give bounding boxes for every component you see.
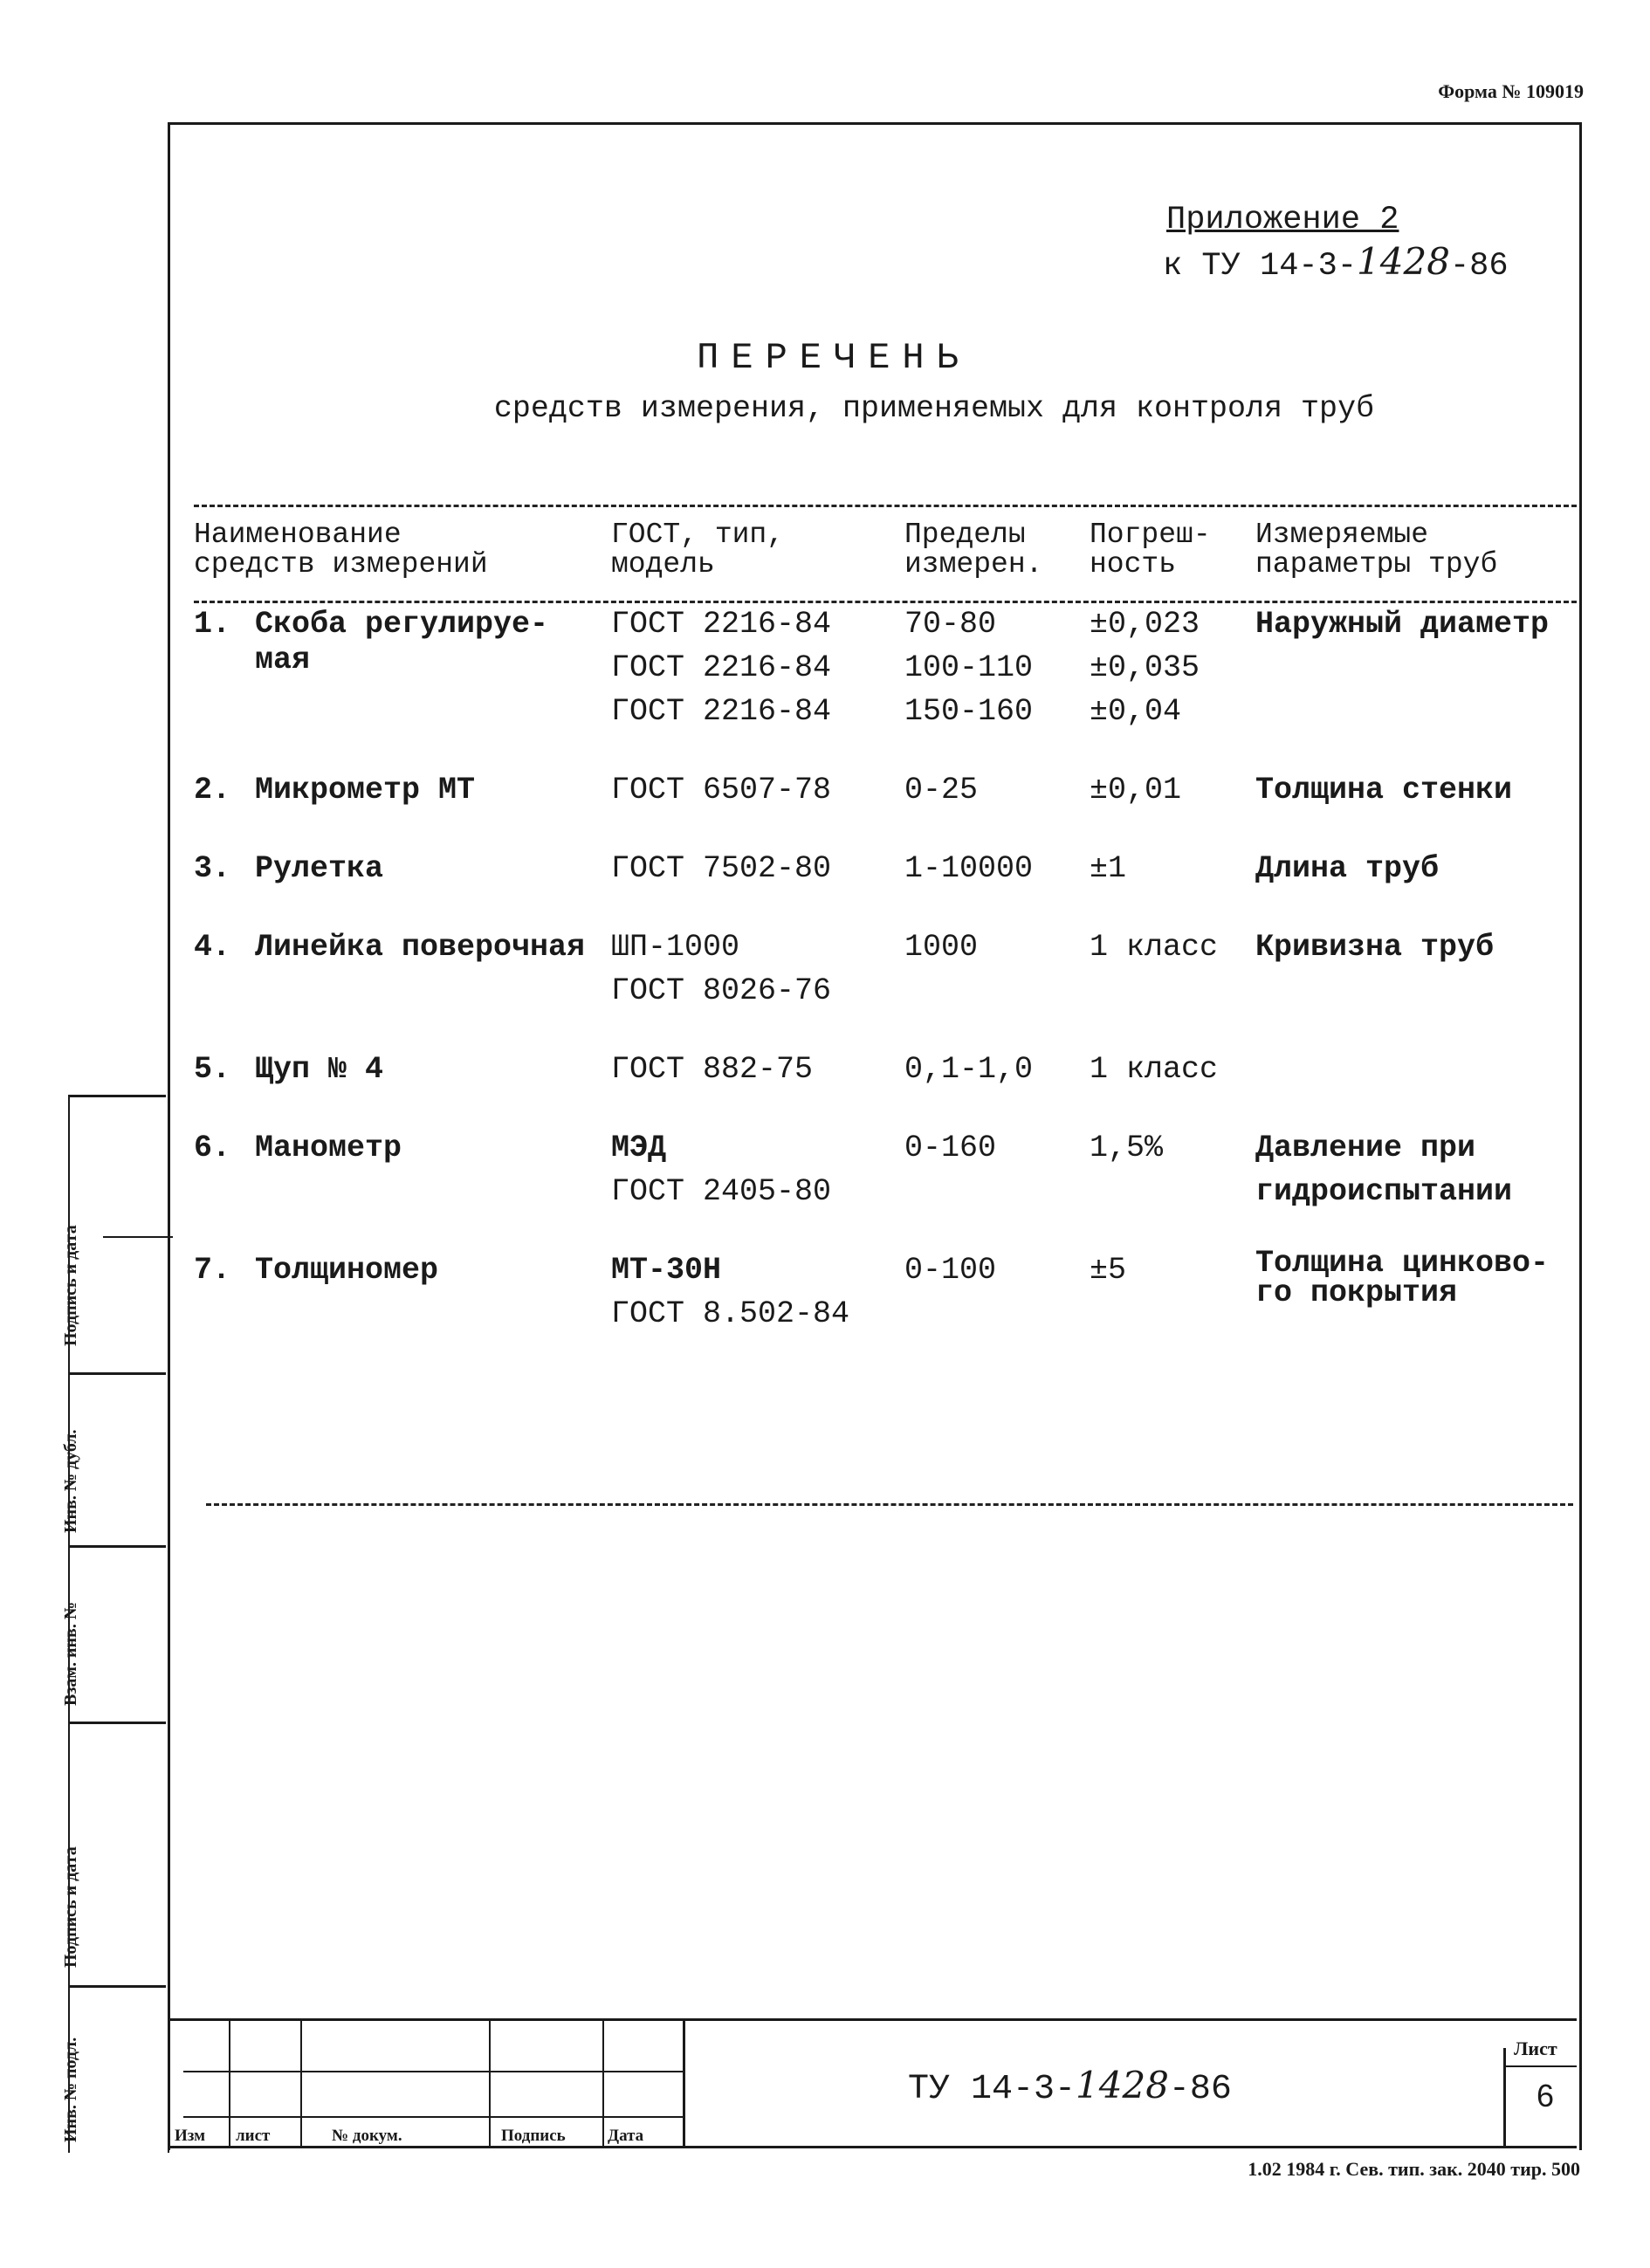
title-block-top-rule — [168, 2018, 1577, 2021]
table-row — [194, 847, 1587, 890]
appendix-spec: к ТУ 14-3-1428-86 — [1163, 240, 1509, 285]
instrument-range: 0-100 — [904, 1253, 997, 1288]
table-row — [194, 1048, 1587, 1091]
sheet-label: Лист — [1514, 2038, 1557, 2059]
tb-label-sheet: лист — [236, 2127, 271, 2145]
tb-label-signature: Подпись — [501, 2127, 566, 2145]
tb-label-doc: № докум. — [332, 2127, 402, 2145]
appendix-title: Приложение 2 — [1166, 202, 1399, 238]
instrument-error: 1 класс — [1090, 1052, 1219, 1087]
table-row — [194, 1248, 1587, 1336]
handwritten-number: 1428 — [1357, 240, 1450, 283]
print-info: 1.02 1984 г. Сев. тип. зак. 2040 тир. 500 — [1248, 2158, 1580, 2180]
instrument-range: 1000 — [904, 930, 979, 965]
instruments-table — [194, 520, 1587, 1336]
instrument-error: ±0,01 — [1090, 773, 1182, 808]
instrument-gost: ГОСТ 6507-78 — [611, 773, 832, 808]
instrument-param: Давление при гидроиспытании — [1255, 1131, 1513, 1209]
instrument-range: 70-80 100-110 150-160 — [904, 607, 1034, 729]
instrument-param: Толщина стенки — [1255, 773, 1513, 808]
document-subtitle: средств измерения, применяемых для контроля труб — [493, 391, 1375, 426]
form-number: Форма № 109019 — [1438, 80, 1584, 102]
instrument-error: ±1 — [1090, 851, 1127, 886]
stamp-duplicate-inv: Инв. № дубл. — [61, 1429, 80, 1533]
appendix-reference — [1163, 199, 1509, 287]
table-bottom-rule — [206, 1503, 1573, 1506]
header-error: Погреш- ность — [1090, 519, 1211, 581]
stamp-signature-date-2: Подпись и дата — [61, 1846, 80, 1968]
document-title: ПЕРЕЧЕНЬ — [697, 337, 971, 379]
table-row — [194, 925, 1587, 1013]
instrument-name: 6. Манометр — [194, 1131, 402, 1165]
instrument-range: 0-160 — [904, 1131, 997, 1165]
instrument-param: Кривизна труб — [1255, 930, 1495, 965]
instrument-gost: ГОСТ 7502-80 — [611, 851, 832, 886]
instrument-param: Толщина цинково- го покрытия — [1255, 1246, 1550, 1310]
instrument-gost: МЭД ГОСТ 2405-80 — [611, 1131, 832, 1209]
table-top-rule — [194, 505, 1577, 507]
sheet-number: 6 — [1537, 2078, 1555, 2113]
table-header-row — [194, 520, 1587, 602]
table-row — [194, 768, 1587, 812]
stamp-signature-date-1: Подпись и дата — [61, 1225, 80, 1346]
instrument-param: Длина труб — [1255, 851, 1440, 886]
instrument-name: 5. Щуп № 4 — [194, 1052, 384, 1087]
instrument-name: 1. Скоба регулируе- мая — [194, 607, 549, 677]
handwritten-number: 1428 — [1076, 2064, 1169, 2106]
instrument-name: 7. Толщиномер — [194, 1253, 439, 1288]
instrument-param: Наружный диаметр — [1255, 607, 1550, 642]
instrument-gost: ГОСТ 882-75 — [611, 1052, 814, 1087]
instrument-range: 1-10000 — [904, 851, 1034, 886]
header-gost: ГОСТ, тип, модель — [611, 519, 785, 581]
instrument-name: 2. Микрометр МТ — [194, 773, 476, 808]
table-row — [194, 602, 1587, 733]
instrument-gost: ГОСТ 2216-84 ГОСТ 2216-84 ГОСТ 2216-84 — [611, 607, 832, 729]
document-code: ТУ 14-3-1428-86 — [908, 2064, 1232, 2109]
instrument-error: ±5 — [1090, 1253, 1127, 1288]
instrument-gost: МТ-30Н ГОСТ 8.502-84 — [611, 1253, 850, 1331]
instrument-error: 1 класс — [1090, 930, 1219, 965]
instrument-name: 3. Рулетка — [194, 851, 384, 886]
header-range: Пределы измерен. — [904, 519, 1043, 581]
instrument-range: 0-25 — [904, 773, 979, 808]
side-stamp — [68, 1095, 169, 2153]
stamp-original-inv: Инв. № подл. — [61, 2037, 80, 2142]
stamp-replace-inv: Взам. инв. № — [61, 1602, 80, 1706]
instrument-gost: ШП-1000 ГОСТ 8026-76 — [611, 930, 832, 1008]
header-params: Измеряемые параметры труб — [1255, 519, 1498, 581]
table-row — [194, 1126, 1587, 1213]
instrument-param — [1255, 1048, 1587, 1091]
instrument-error: ±0,023 ±0,035 ±0,04 — [1090, 607, 1200, 729]
instrument-name: 4. Линейка поверочная — [194, 930, 586, 965]
tb-label-date: Дата — [608, 2127, 644, 2145]
instrument-range: 0,1-1,0 — [904, 1052, 1034, 1087]
tb-label-change: Изм — [175, 2127, 206, 2145]
header-name: Наименование средств измерений — [194, 519, 488, 581]
instrument-error: 1,5% — [1090, 1131, 1164, 1165]
